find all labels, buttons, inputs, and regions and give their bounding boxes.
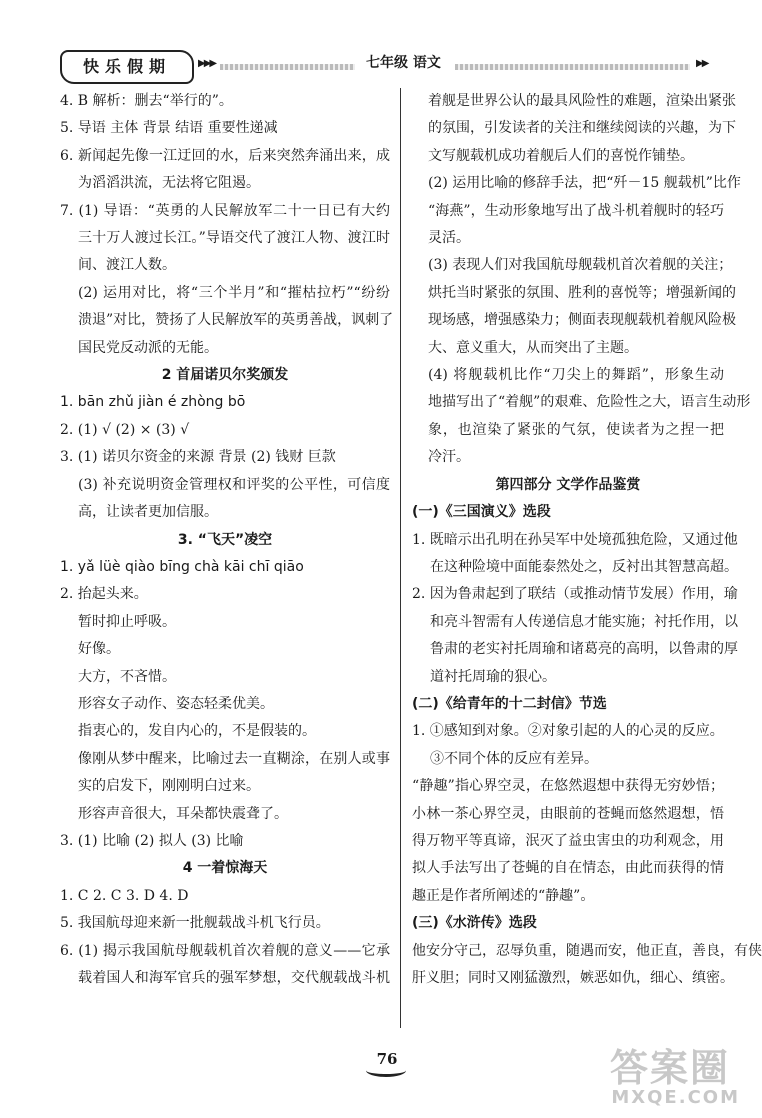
right-column	[412, 88, 762, 992]
answer-line: 2. 因为鲁肃起到了联结（或推动情节发展）作用，瑜	[412, 586, 738, 603]
answer-line: ③不同个体的反应有差异。	[430, 750, 598, 767]
answer-line: 形容女子动作、姿态轻柔优美。	[78, 695, 274, 712]
page-number-ornament	[366, 1064, 406, 1077]
answer-line: 4 一着惊海天	[182, 860, 268, 877]
answer-line: 三十万人渡过长江。”导语交代了渡江人物、渡江时	[78, 230, 390, 247]
answer-line: 为滔滔洪流，无法将它阻遏。	[78, 175, 260, 192]
answer-line: 文写舰载机成功着舰后人们的喜悦作铺垫。	[428, 147, 694, 164]
answer-line: 3. “飞天”凌空	[177, 531, 273, 548]
answer-line: 形容声音很大，耳朵都快震聋了。	[78, 805, 288, 822]
column-divider	[400, 88, 401, 1028]
answer-line: 3. (1) 比喻 (2) 拟人 (3) 比喻	[60, 832, 244, 849]
answer-line: 大方，不吝惜。	[78, 668, 176, 685]
answer-line: “静趣”指心界空灵，在悠然遐想中获得无穷妙悟；	[412, 778, 724, 795]
answer-line: 肝义胆；同时又刚猛激烈，嫉恶如仇，细心、缜密。	[412, 970, 734, 986]
brand-logo: 快乐假期	[60, 50, 194, 84]
answer-line: 6. 新闻起先像一江迂回的水，后来突然奔涌出来，成	[60, 147, 390, 164]
answer-line: 1. ①感知到对象。②对象引起的人的心灵的反应。	[412, 723, 724, 740]
answer-line: 着舰是世界公认的最具风险性的难题，渲染出紧张	[428, 93, 736, 109]
page-header	[60, 50, 720, 86]
answer-line: 第四部分 文学作品鉴赏	[495, 476, 641, 493]
watermark-text: 答案圈	[610, 1046, 731, 1090]
answer-line: 2. (1) √ (2) × (3) √	[60, 421, 190, 438]
answer-line: 冷汗。	[428, 449, 470, 466]
header-rule-right	[455, 64, 690, 70]
answer-line: 1. bān zhǔ jiàn é zhòng bō	[60, 394, 246, 411]
answer-line: 间、渡江人数。	[78, 257, 176, 274]
answer-line: 1. 既暗示出孔明在孙吴军中处境孤独危险，又通过他	[412, 531, 738, 548]
answer-line: 3. (1) 诺贝尔资金的来源 背景 (2) 钱财 巨款	[60, 449, 336, 466]
answer-line: (2) 运用对比，将“三个半月”和“摧枯拉朽”“纷纷	[78, 284, 390, 301]
answer-line: 2 首届诺贝尔奖颁发	[161, 367, 289, 384]
answer-line: (3) 补充说明资金管理权和评奖的公平性，可信度	[78, 476, 390, 493]
answer-line: 溃退”对比，赞扬了人民解放军的英勇善战，讽刺了	[78, 312, 394, 329]
arrow-decoration-left: ▶▶▶	[198, 58, 216, 69]
page-number: 76	[376, 1050, 398, 1068]
answer-line: 和亮斗智需有人传递信息才能实施；衬托作用，以	[430, 613, 738, 630]
left-column	[60, 88, 394, 992]
answer-line: 像刚从梦中醒来，比喻过去一直糊涂，在别人或事	[78, 750, 390, 767]
watermark-url: MXQE.COM	[611, 1087, 740, 1108]
answer-line: 烘托当时紧张的氛围、胜利的喜悦等；增强新闻的	[428, 284, 736, 301]
answer-line: 大、意义重大，从而突出了主题。	[428, 339, 638, 356]
answer-line: 高，让读者更加信服。	[78, 504, 218, 521]
answer-line: 趣正是作者所阐述的“静趣”。	[412, 887, 595, 904]
answer-line: 2. 抬起头来。	[60, 586, 148, 603]
header-rule-left	[220, 64, 355, 70]
answer-line: 载着国人和海军官兵的强军梦想，交代舰载战斗机	[78, 970, 390, 986]
answer-line: 拟人手法写出了苍蝇的自在情态，由此而获得的情	[412, 860, 724, 877]
answer-line: 实的启发下，刚刚明白过来。	[78, 778, 260, 795]
answer-line: 好像。	[78, 641, 120, 658]
arrow-decoration-right: ▶▶	[696, 58, 708, 69]
answer-line: 现场感，增强感染力；侧面表现舰载机着舰风险极	[428, 312, 736, 329]
answer-line: 5. 导语 主体 背景 结语 重要性递减	[60, 120, 278, 137]
answer-line: 道衬托周瑜的狠心。	[430, 668, 556, 685]
answer-line: (3) 表现人们对我国航母舰载机首次着舰的关注；	[428, 257, 733, 274]
answer-line: 象，也渲染了紧张的气氛，使读者为之捏一把	[428, 421, 724, 438]
answer-line: 他安分守己，忍辱负重，随遇而安，他正直，善良，有侠	[412, 942, 762, 959]
answer-line: 鲁肃的老实衬托周瑜和诸葛亮的高明，以鲁肃的厚	[430, 641, 738, 658]
answer-line: “海燕”，生动形象地写出了战斗机着舰时的轻巧	[428, 202, 724, 219]
answer-line: 暂时抑止呼吸。	[78, 613, 176, 630]
grade-subject-label: 七年级 语文	[360, 52, 447, 72]
answer-line: 6. (1) 揭示我国航母舰载机首次着舰的意义——它承	[60, 942, 390, 959]
answer-line: 指衷心的，发自内心的，不是假装的。	[78, 723, 316, 740]
answer-line: 1. C 2. C 3. D 4. D	[60, 887, 189, 904]
answer-line: 7. (1) 导语：“英勇的人民解放军二十一日已有大约	[60, 202, 390, 219]
answer-line: 小林一茶心界空灵，由眼前的苍蝇而悠然遐想，悟	[412, 805, 724, 822]
answer-line: 国民党反动派的无能。	[78, 339, 218, 356]
answer-line: 灵活。	[428, 230, 470, 247]
answer-line: 地描写出了“着舰”的艰难、危险性之大，语言生动形	[428, 394, 751, 411]
answer-line: 得万物平等真谛，泯灭了益虫害虫的功利观念，用	[412, 832, 724, 849]
answer-line: (二)《给青年的十二封信》节选	[412, 695, 607, 712]
watermark-logo	[610, 1048, 740, 1108]
answer-line: (一)《三国演义》选段	[412, 504, 551, 521]
answer-line: 的氛围，引发读者的关注和继续阅读的兴趣，为下	[428, 120, 736, 137]
answer-line: (4) 将舰载机比作“刀尖上的舞蹈”，形象生动	[428, 367, 724, 384]
answer-line: 5. 我国航母迎来新一批舰载战斗机飞行员。	[60, 915, 330, 932]
answer-line: 1. yǎ lüè qiào bīng chà kāi chī qiāo	[60, 558, 304, 575]
answer-line: 在这种险境中面能泰然处之，反衬出其智慧高超。	[430, 558, 738, 575]
answer-line: (三)《水浒传》选段	[412, 915, 537, 932]
answer-line: 4. B 解析：删去“举行的”。	[60, 93, 233, 109]
answer-line: (2) 运用比喻的修辞手法，把“歼－15 舰载机”比作	[428, 175, 741, 192]
